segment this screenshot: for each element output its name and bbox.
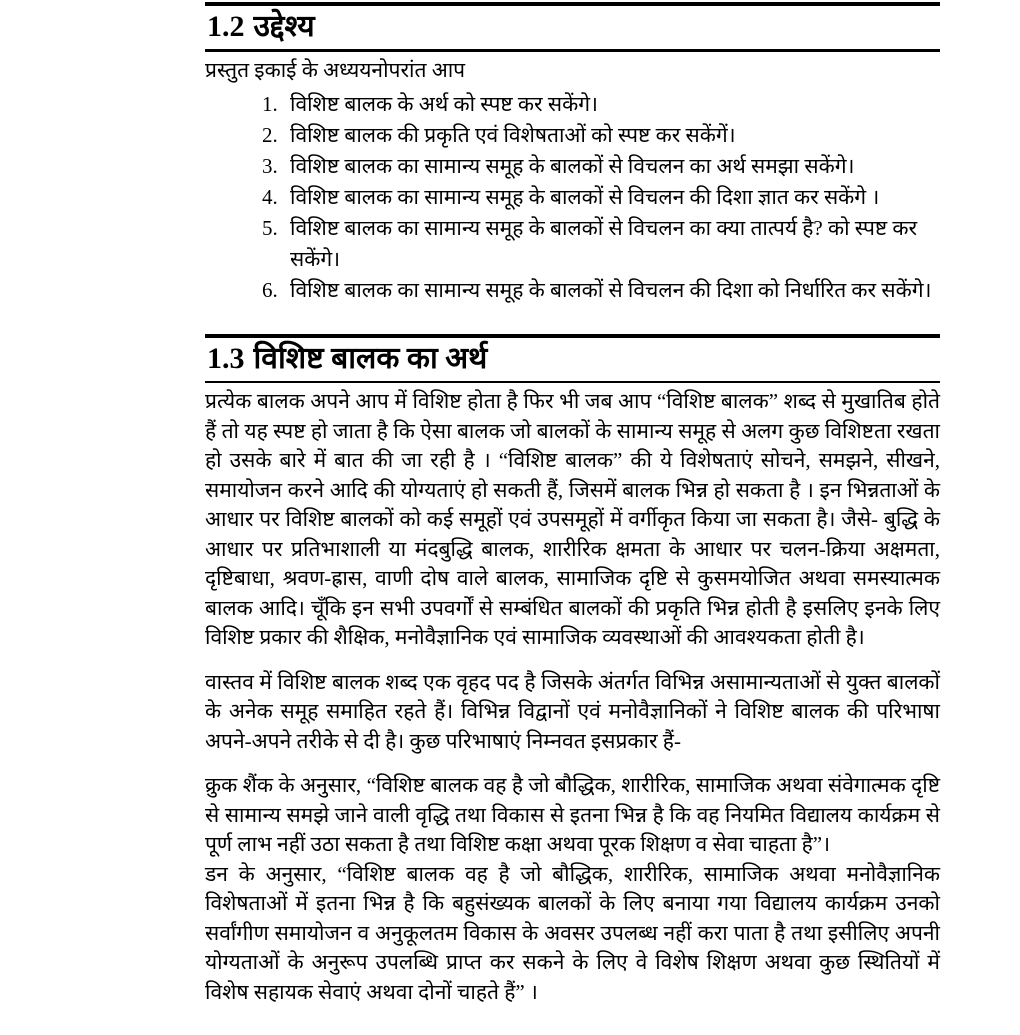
section-1-2-title: उद्देश्य <box>253 10 315 43</box>
section-1-3-heading-divider <box>205 381 940 383</box>
section-1-3-body <box>205 387 940 1007</box>
paragraph: क्रुक शैंक के अनुसार, “विशिष्ट बालक वह है जो बौद्धिक, शारीरिक, सामाजिक अथवा संवेगात्मक दृष्टि से सामान्य समझे जाने वाली वृद्धि तथा विकास से इतना भिन्न है कि वह नियमित विद्यालय कार्यक्रम से पूर्ण लाभ नहीं उठा सकता है तथा विशिष्ट कक्षा अथवा पूरक शिक्षण व सेवा चाहता है”। <box>205 773 940 856</box>
objective-item: 1. विशिष्ट बालक के अर्थ को स्पष्ट कर सकेंगे। <box>283 89 940 120</box>
objectives-list <box>205 89 940 306</box>
section-1-2-number: 1.2 <box>207 10 245 43</box>
section-1-3-top-divider <box>205 334 940 338</box>
section-1-2-heading-divider <box>205 49 940 52</box>
paragraph: प्रत्येक बालक अपने आप में विशिष्ट होता है फिर भी जब आप “विशिष्ट बालक” शब्द से मुखातिब होते हैं तो यह स्पष्ट हो जाता है कि ऐसा बालक जो बालकों के सामान्य समूह से अलग कुछ विशिष्टता रखता हो उसके बारे में बात की जा रही है । “विशिष्ट बालक” की ये विशेषताएं सोचने, समझने, सीखने, समायोजन करने आदि की योग्यताएं हो सकती हैं, जिसमें बालक भिन्न हो सकता है । इन भिन्नताओं के आधार पर विशिष्ट बालकों को कई समूहों एवं उपसमूहों में वर्गीकृत किया जा सकता है। जैसे- बुद्धि के आधार पर प्रतिभाशाली या मंदबुद्धि बालक, शारीरिक क्षमता के आधार पर चलन-क्रिया अक्षमता, दृष्टिबाधा, श्रवण-ह्रास, वाणी दोष वाले बालक, सामाजिक दृष्टि से कुसमयोजित अथवा समस्यात्मक बालक आदि। चूँकि इन सभी उपवर्गों से सम्बंधित बालकों की प्रकृति भिन्न होती है इसलिए इनके लिए विशिष्ट प्रकार की शैक्षिक, मनोवैज्ञानिक एवं सामाजिक व्यवस्थाओं की आवश्यकता होती है। <box>205 389 940 649</box>
objective-item: 4. विशिष्ट बालक का सामान्य समूह के बालकों से विचलन की दिशा ज्ञात कर सकेंगे । <box>283 182 940 213</box>
section-1-3-title: विशिष्ट बालक का अर्थ <box>253 342 488 375</box>
objective-item: 6. विशिष्ट बालक का सामान्य समूह के बालकों से विचलन की दिशा को निर्धारित कर सकेंगे। <box>283 275 940 306</box>
section-1-2-intro: प्रस्तुत इकाई के अध्ययनोपरांत आप <box>205 58 466 82</box>
section-1-3-heading <box>207 341 940 377</box>
section-1-3-number: 1.3 <box>207 342 245 375</box>
objective-item: 3. विशिष्ट बालक का सामान्य समूह के बालकों से विचलन का अर्थ समझा सकेंगे। <box>283 151 940 182</box>
section-1-2-top-divider <box>205 2 940 6</box>
paragraph: वास्तव में विशिष्ट बालक शब्द एक वृहद पद है जिसके अंतर्गत विभिन्न असामान्यताओं से युक्त बालकों के अनेक समूह समाहित रहते हैं। विभिन्न विद्वानों एवं मनोवैज्ञानिकों ने विशिष्ट बालक की परिभाषा अपने-अपने तरीके से दी है। कुछ परिभाषाएं निम्नवत इसप्रकार हैं- <box>205 669 940 753</box>
paragraph: डन के अनुसार, “विशिष्ट बालक वह है जो बौद्धिक, शारीरिक, सामाजिक अथवा मनोवैज्ञानिक विशेषताओं में इतना भिन्न है कि बहुसंख्यक बालकों के लिए बनाया गया विद्यालय कार्यक्रम उनको सर्वांगीण समायोजन व अनुकूलतम विकास के अवसर उपलब्ध नहीं करा पाता है तथा इसीलिए अपनी योग्यताओं के अनुरूप उपलब्धि प्राप्त कर सकने के लिए वे विशेष शिक्षण अथवा कुछ स्थितियों में विशेष सहायक सेवाएं अथवा दोनों चाहते हैं” । <box>205 861 940 1004</box>
section-1-2-heading <box>207 9 940 45</box>
objective-item: 5. विशिष्ट बालक का सामान्य समूह के बालकों से विचलन का क्या तात्पर्य है? को स्पष्ट कर सकेंगे। <box>283 213 940 275</box>
text-column <box>205 0 940 1022</box>
objective-item: 2. विशिष्ट बालक की प्रकृति एवं विशेषताओं को स्पष्ट कर सकेंगें। <box>283 120 940 151</box>
